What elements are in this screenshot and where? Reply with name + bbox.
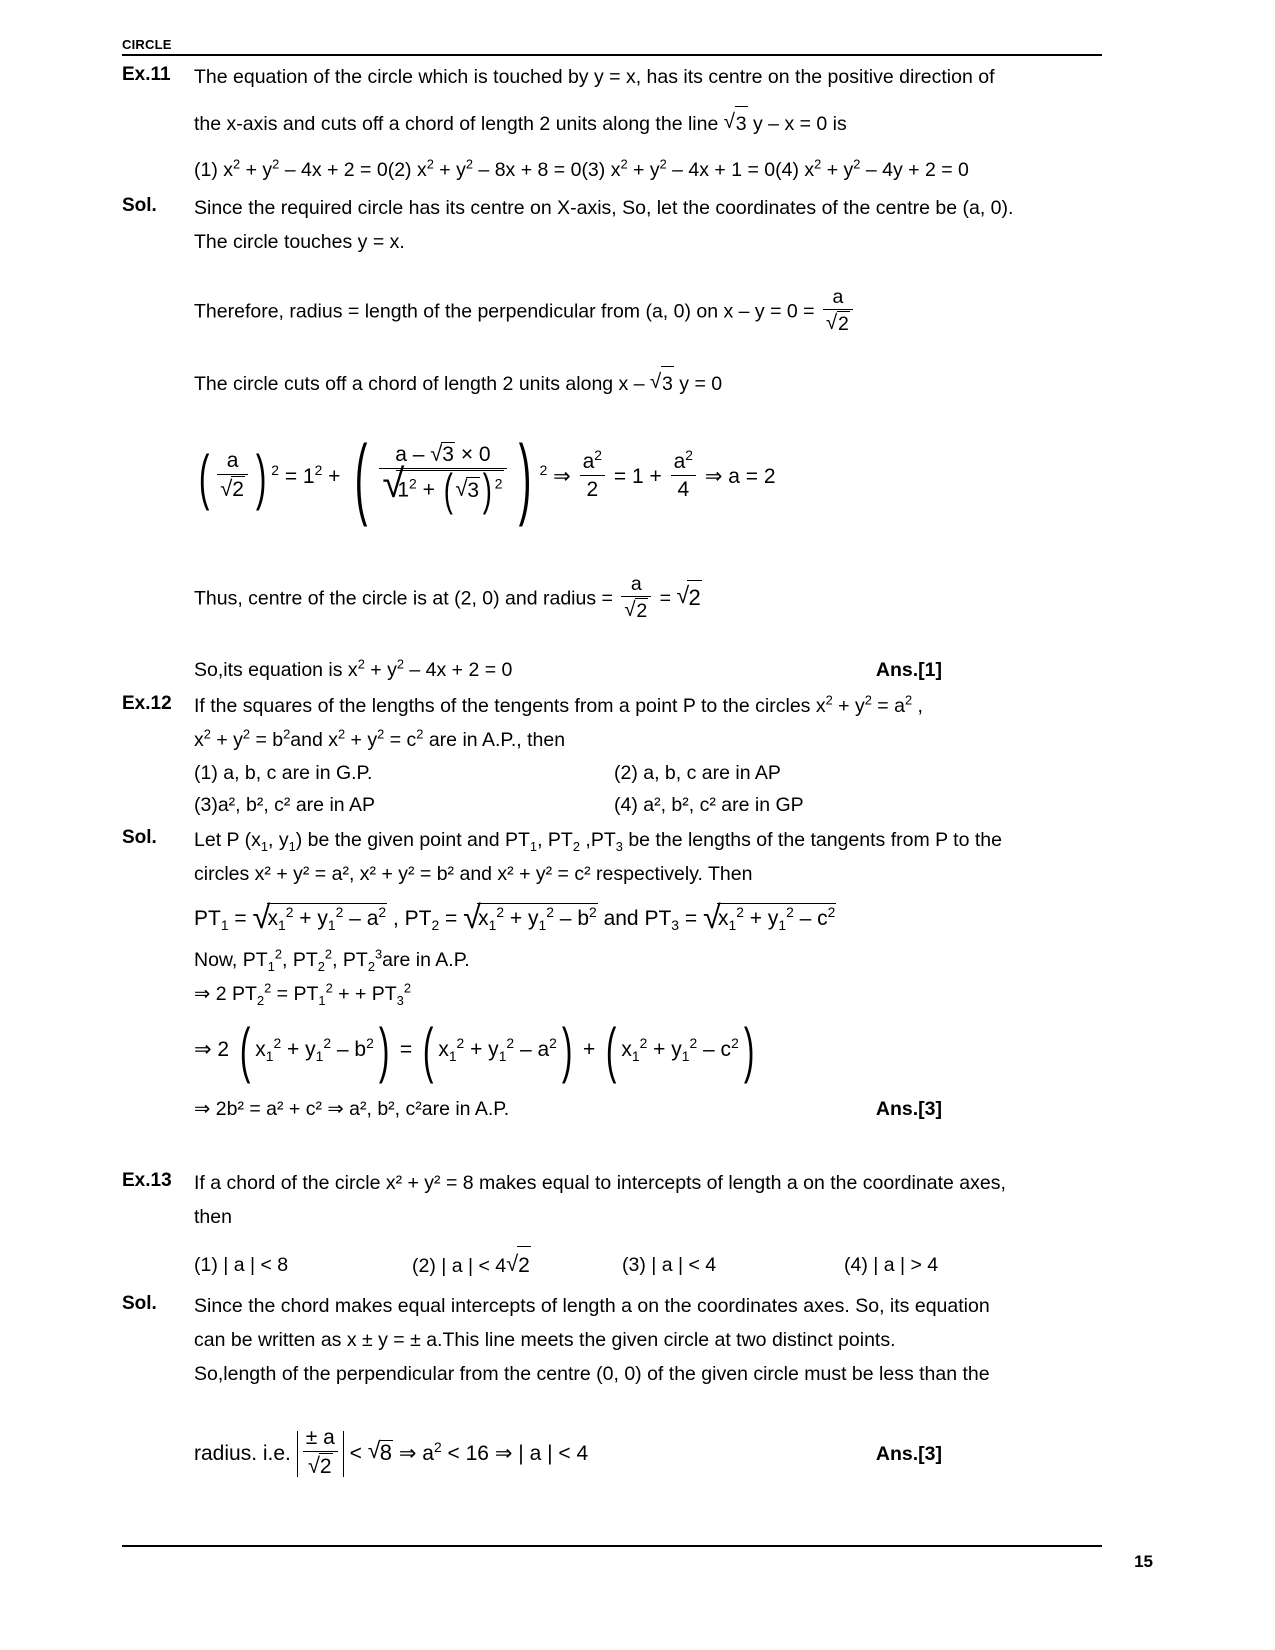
ex11-question-line-1: The equation of the circle which is touched by y = x, has its centre on the positive direction of <box>194 66 995 88</box>
step2-group-2: ( $x_1^2 + y_1^2 - a^2$) <box>422 1016 573 1085</box>
ex12-option-3[interactable]: (3)a², b², c² are in AP <box>194 793 375 816</box>
ex12-sol-body <box>194 823 1102 1126</box>
sqrt-2-icon-opt: √ 2 <box>506 1246 531 1285</box>
example-12-solution <box>122 823 1102 1126</box>
eq-implies-1: ⇒ <box>553 464 571 488</box>
ex11-options-line <box>194 153 1102 187</box>
ex13-sol-label: Sol. <box>122 1293 157 1315</box>
ex12-question-line-2: $x^2 + y^2 = b^2and$ $x^2 + y^2 = c^2$ are in A.P., then <box>194 726 566 751</box>
pt1-term: $PT_1$ = <box>194 906 247 934</box>
page-number: 15 <box>1134 1552 1153 1571</box>
example-12-label: Ex.12 <box>122 692 172 714</box>
frac-denominator <box>823 309 853 336</box>
example-13-solution <box>122 1289 1102 1481</box>
ex12-step-3-row <box>194 1092 1102 1126</box>
ex11-option-2[interactable]: (2) $x^2 + y^2 - 8x + 8 = 0$ <box>387 156 582 181</box>
example-13-question <box>122 1166 1102 1285</box>
pt2-term: $PT_2$ = <box>404 906 458 934</box>
ex13-last-line <box>194 1427 1102 1481</box>
example-11-body <box>194 60 1102 187</box>
sqrt-3-icon-2: √ 3 <box>650 366 674 401</box>
ex13-option-4[interactable]: (4) | a | > 4 <box>844 1254 939 1277</box>
eq-lhs-num: a <box>226 449 239 473</box>
sqrt-3-icon <box>724 106 748 141</box>
ex11-option-1[interactable]: (1) $x^2 + y^2 - 4x + 2 = 0$ <box>194 156 388 181</box>
eq-equals-1: = <box>284 464 298 488</box>
ex11-sol4-text-a: The circle cuts off a chord of length 2 units along x – <box>194 372 645 395</box>
ex11-main-equation <box>194 426 1102 528</box>
ex12-step-3: ⇒ 2b² = a² + c² ⇒ a², b², c²are in A.P. <box>194 1098 510 1121</box>
eq-equals-2: = <box>613 464 627 488</box>
eq-one-b: 1 <box>631 464 644 488</box>
ex11-final-line <box>194 653 1102 687</box>
ex13-mid-expression: $a^2 < 16$ <box>422 1438 489 1465</box>
ex11-sol-line-2: The circle touches y = x. <box>194 231 405 253</box>
header-rule <box>122 54 1102 56</box>
pt-comma: , <box>392 906 399 930</box>
example-13-body <box>194 1166 1102 1285</box>
ex12-answer: Ans.[3] <box>875 1098 942 1121</box>
sqrt-2-icon: √ 2 <box>826 311 850 336</box>
example-11-label: Ex.11 <box>122 64 171 85</box>
eq-big-exponent: 2 <box>539 461 548 478</box>
ex13-option-1[interactable]: (1) | a | < 8 <box>194 1254 289 1277</box>
ex13-options-row <box>194 1246 1102 1285</box>
ex11-sol-label: Sol. <box>122 195 157 216</box>
paren-right-icon: ) <box>255 443 267 512</box>
f2-num: $a^2$ <box>582 446 602 473</box>
ex12-options-row-2 <box>194 789 1102 821</box>
frac-numerator: a <box>832 286 844 308</box>
eq-big-fraction <box>379 442 506 516</box>
eq-big-group <box>346 426 548 528</box>
abs-value-group: ± a √ 2 <box>297 1442 344 1465</box>
pt-and: and <box>603 906 639 930</box>
ex13-last-expression <box>194 1427 588 1481</box>
ex12-step-2 <box>194 1016 1102 1085</box>
paren-left-tall-icon: ( <box>355 426 368 528</box>
step2-prefix: ⇒ 2 <box>194 1038 230 1062</box>
ex13-sol-body <box>194 1289 1102 1481</box>
f3-num: $a^2$ <box>673 446 693 473</box>
ex13-option-3[interactable]: (3) | a | < 4 <box>622 1254 717 1277</box>
sqrt-2-icon-b: √ 2 <box>624 598 648 623</box>
paren-right-tall-icon: ) <box>518 426 531 528</box>
eq-fraction-a2-over-2 <box>580 446 605 503</box>
ex12-option-1[interactable]: (1) a, b, c are in G.P. <box>194 761 373 784</box>
ex11-q2-text-b: y – x = 0 is <box>753 113 847 135</box>
sqrt-pt1-icon: √ $x_1^2 + y_1^2 - a^2$ <box>253 903 388 933</box>
ex11-sol5-text: Thus, centre of the circle is at (2, 0) and radius = <box>194 587 613 610</box>
ex11-sol-line-4 <box>194 366 1102 401</box>
ex11-sol3-text: Therefore, radius = length of the perpendicular from (a, 0) on x – y = 0 = <box>194 300 815 323</box>
less-than-sign: < <box>349 1441 362 1465</box>
ex11-answer: Ans.[1] <box>875 658 942 681</box>
eq-big-num: a – √ 3 × 0 <box>379 442 506 468</box>
footer-rule <box>122 1545 1102 1547</box>
eq-plus-2: + <box>649 464 662 488</box>
example-11-solution <box>122 191 1102 687</box>
eq-lhs-exponent: 2 <box>271 461 279 478</box>
ex12-options-row-1 <box>194 757 1102 789</box>
paren-left-icon: ( <box>198 443 210 512</box>
sqrt-8-icon: √ 8 <box>368 1440 393 1465</box>
sqrt-2-icon-last: √ 2 <box>308 1453 333 1480</box>
f3-den: 4 <box>671 475 696 503</box>
ex12-step-1: ⇒ 2 $PT_2^2 = PT_1^2$ + + $PT_3^2$ <box>194 980 411 1009</box>
ex11-option-4[interactable]: (4) $x^2 + y^2 - 4y + 2 = 0$ <box>775 156 969 181</box>
ex11-sol-line-1: Since the required circle has its centre on X-axis, So, let the coordinates of the centre be (a, 0). <box>194 197 1014 219</box>
ex12-sol-label: Sol. <box>122 826 157 848</box>
page-content <box>122 38 1102 1481</box>
ex12-sol-line-1: Let P ($x_1$, $y_1$) be the given point and $PT_1$, $PT_2$ $,PT_3$ be the lengths of the tangents from P to the <box>194 828 1002 854</box>
eq-lhs-den: √ 2 <box>217 474 248 503</box>
step2-group-1: ( $x_1^2 + y_1^2 - b^2$) <box>239 1016 390 1085</box>
fraction-a-over-sqrt2-b: a √ 2 <box>621 573 651 624</box>
ex12-pt-equations <box>194 903 1102 933</box>
ex12-now-line: Now, $PT_1^2$, $PT_2^2$, $PT_2^3are$ in A.P. <box>194 946 470 975</box>
eq-implies-2: ⇒ <box>704 464 723 488</box>
ex13-tail-expression: | a | < 4 <box>518 1441 589 1465</box>
ex11-sol-line-5 <box>194 574 1102 625</box>
sqrt-pt3-icon: √ $x_1^2 + y_1^2 - c^2$ <box>703 903 836 933</box>
example-11-question <box>122 60 1102 187</box>
ex11-sol-line-3 <box>194 287 1102 338</box>
ex11-q2-radicand: 3 <box>735 106 748 141</box>
chapter-label: CIRCLE <box>122 37 172 52</box>
sqrt-2-icon-c: √ 2 <box>676 580 701 615</box>
ex13-question-line-1: If a chord of the circle x² + y² = 8 makes equal to intercepts of length a on the coordinate axes, <box>194 1172 1006 1195</box>
sqrt-3-icon-4: √ 3 <box>455 477 480 504</box>
ex13-sol-line-2: can be written as x ± y = ± a.This line meets the given circle at two distinct points. <box>194 1329 896 1352</box>
eq-plus-1: + <box>328 464 341 488</box>
paren-right-small-icon: ) <box>482 466 492 516</box>
eq-fraction-a2-over-4 <box>671 446 696 503</box>
eq-lhs-group <box>194 443 279 512</box>
step2-group-3: ( $x_1^2 + y_1^2 - c^2$) <box>605 1016 755 1085</box>
ex13-sol-line-1: Since the chord makes equal intercepts of length a on the coordinates axes. So, its equation <box>194 1295 990 1318</box>
example-12-body <box>194 689 1102 821</box>
eq-result: a = 2 <box>728 464 776 488</box>
example-12-question <box>122 689 1102 821</box>
sqrt-3-icon-3: √ 3 <box>430 442 455 467</box>
eq-big-den <box>379 466 506 516</box>
implies-sign-2: ⇒ <box>494 1441 513 1465</box>
implies-sign-1: ⇒ <box>398 1441 417 1465</box>
ex13-radius-label: radius. i.e. <box>194 1441 291 1465</box>
paren-left-small-icon: ( <box>443 466 453 516</box>
ex11-sol5-eq: = <box>659 587 672 610</box>
ex12-option-2[interactable]: (2) a, b, c are in AP <box>614 761 781 784</box>
step2-equals: = <box>399 1038 413 1062</box>
ex11-q2-text-a: the x-axis and cuts off a chord of length 2 units along the line <box>194 113 719 135</box>
ex11-question-line-2 <box>194 106 1102 141</box>
eq-one: $1^2$ <box>302 461 323 488</box>
fraction-a-over-sqrt2 <box>823 286 853 337</box>
eq-lhs-fraction <box>217 449 248 503</box>
ex13-sol-line-3: So,length of the perpendicular from the centre (0, 0) of the given circle must be less than the <box>194 1363 990 1386</box>
page-header <box>122 38 1102 56</box>
ex11-sol-body <box>194 191 1102 687</box>
ex12-sol-line-2: circles x² + y² = a², x² + y² = b² and x² + y² = c² respectively. Then <box>194 862 753 885</box>
pt3-term: $PT_3$ = <box>644 906 698 934</box>
ex11-option-3[interactable]: (3) $x^2 + y^2 - 4x + 1 = 0$ <box>581 156 776 181</box>
ex11-final-equation: So,its equation is $x^2 + y^2 - 4x + 2 = 0$ <box>194 656 513 681</box>
sqrt-big-icon: √ $1^2$ + ( √ 3) $^2$ <box>382 470 503 511</box>
ex13-question-line-2: then <box>194 1206 232 1229</box>
example-13-label: Ex.13 <box>122 1170 172 1192</box>
step2-plus: + <box>583 1038 596 1062</box>
f2-den: 2 <box>580 475 605 503</box>
ex13-option-2[interactable]: (2) | a | < 4 √ 2 <box>412 1246 622 1285</box>
ex12-option-4[interactable]: (4) a², b², c² are in GP <box>614 793 804 816</box>
ex13-answer: Ans.[3] <box>875 1442 942 1465</box>
sqrt-pt2-icon: √ $x_1^2 + y_1^2 - b^2$ <box>463 903 598 933</box>
ex11-sol4-text-b: y = 0 <box>679 372 723 395</box>
ex12-question-line-1: If the squares of the lengths of the tengents from a point P to the circles $x^2 + y^2 = a^2$ , <box>194 692 923 717</box>
